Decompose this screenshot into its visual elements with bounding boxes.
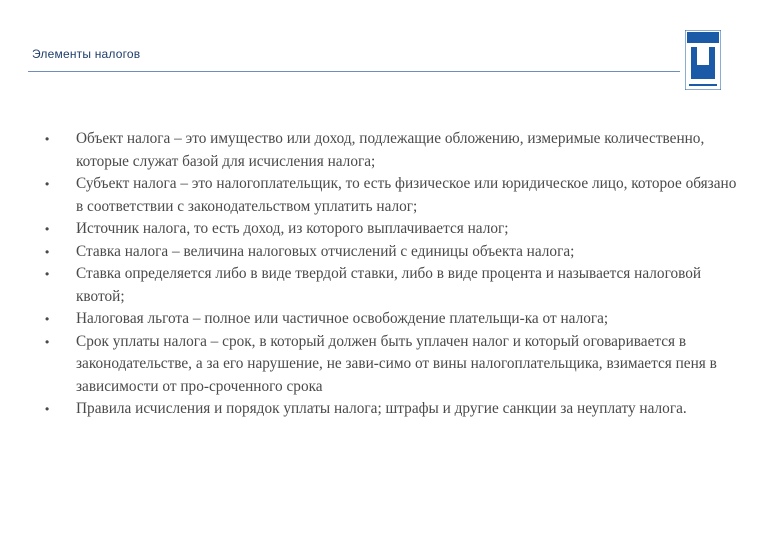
bullet-icon: • (45, 177, 50, 191)
list-item: • Объект налога – это имущество или доход, подлежащие обложению, измеримые количественно, которые служат базой для исчисления налога; (45, 130, 705, 170)
bullet-icon: • (45, 132, 50, 146)
list-item: • Субъект налога – это налогоплательщик, то есть физическое или юридическое лицо, которое обязано в соответствии с законодательством уплатить налог; (45, 175, 737, 215)
title-divider (28, 71, 680, 72)
slide-title: Элементы налогов (32, 47, 141, 61)
bullet-icon: • (45, 244, 50, 259)
list-item: • Ставка определяется либо в виде твердой ставки, либо в виде процента и называется налоговой квотой; (45, 265, 702, 305)
bullet-icon: • (45, 312, 50, 326)
list-item: • Срок уплаты налога – срок, в который должен быть уплачен налог и который оговаривается в законодательстве, а за его нарушение, не зави-симо от вины налогоплательщика, взимается пеня в зависимости от про-сроченного срока (45, 332, 717, 395)
bullet-icon: • (45, 402, 50, 416)
bullet-icon: • (45, 222, 50, 236)
bullet-icon: • (45, 267, 50, 281)
list-item: • Налоговая льгота – полное или частичное освобождение плательщи-ка от налога; (40, 308, 740, 331)
tax-elements-list (40, 128, 740, 421)
turan-logo (685, 30, 721, 90)
list-item: • Правила исчисления и порядок уплаты налога; штрафы и другие санкции за неуплату налога. (40, 398, 740, 421)
list-item: • Ставка налога – величина налоговых отчислений с единицы объекта налога; (40, 241, 740, 264)
list-item: • Источник налога, то есть доход, из которого выплачивается налог; (40, 218, 740, 241)
bullet-icon: • (45, 334, 50, 349)
